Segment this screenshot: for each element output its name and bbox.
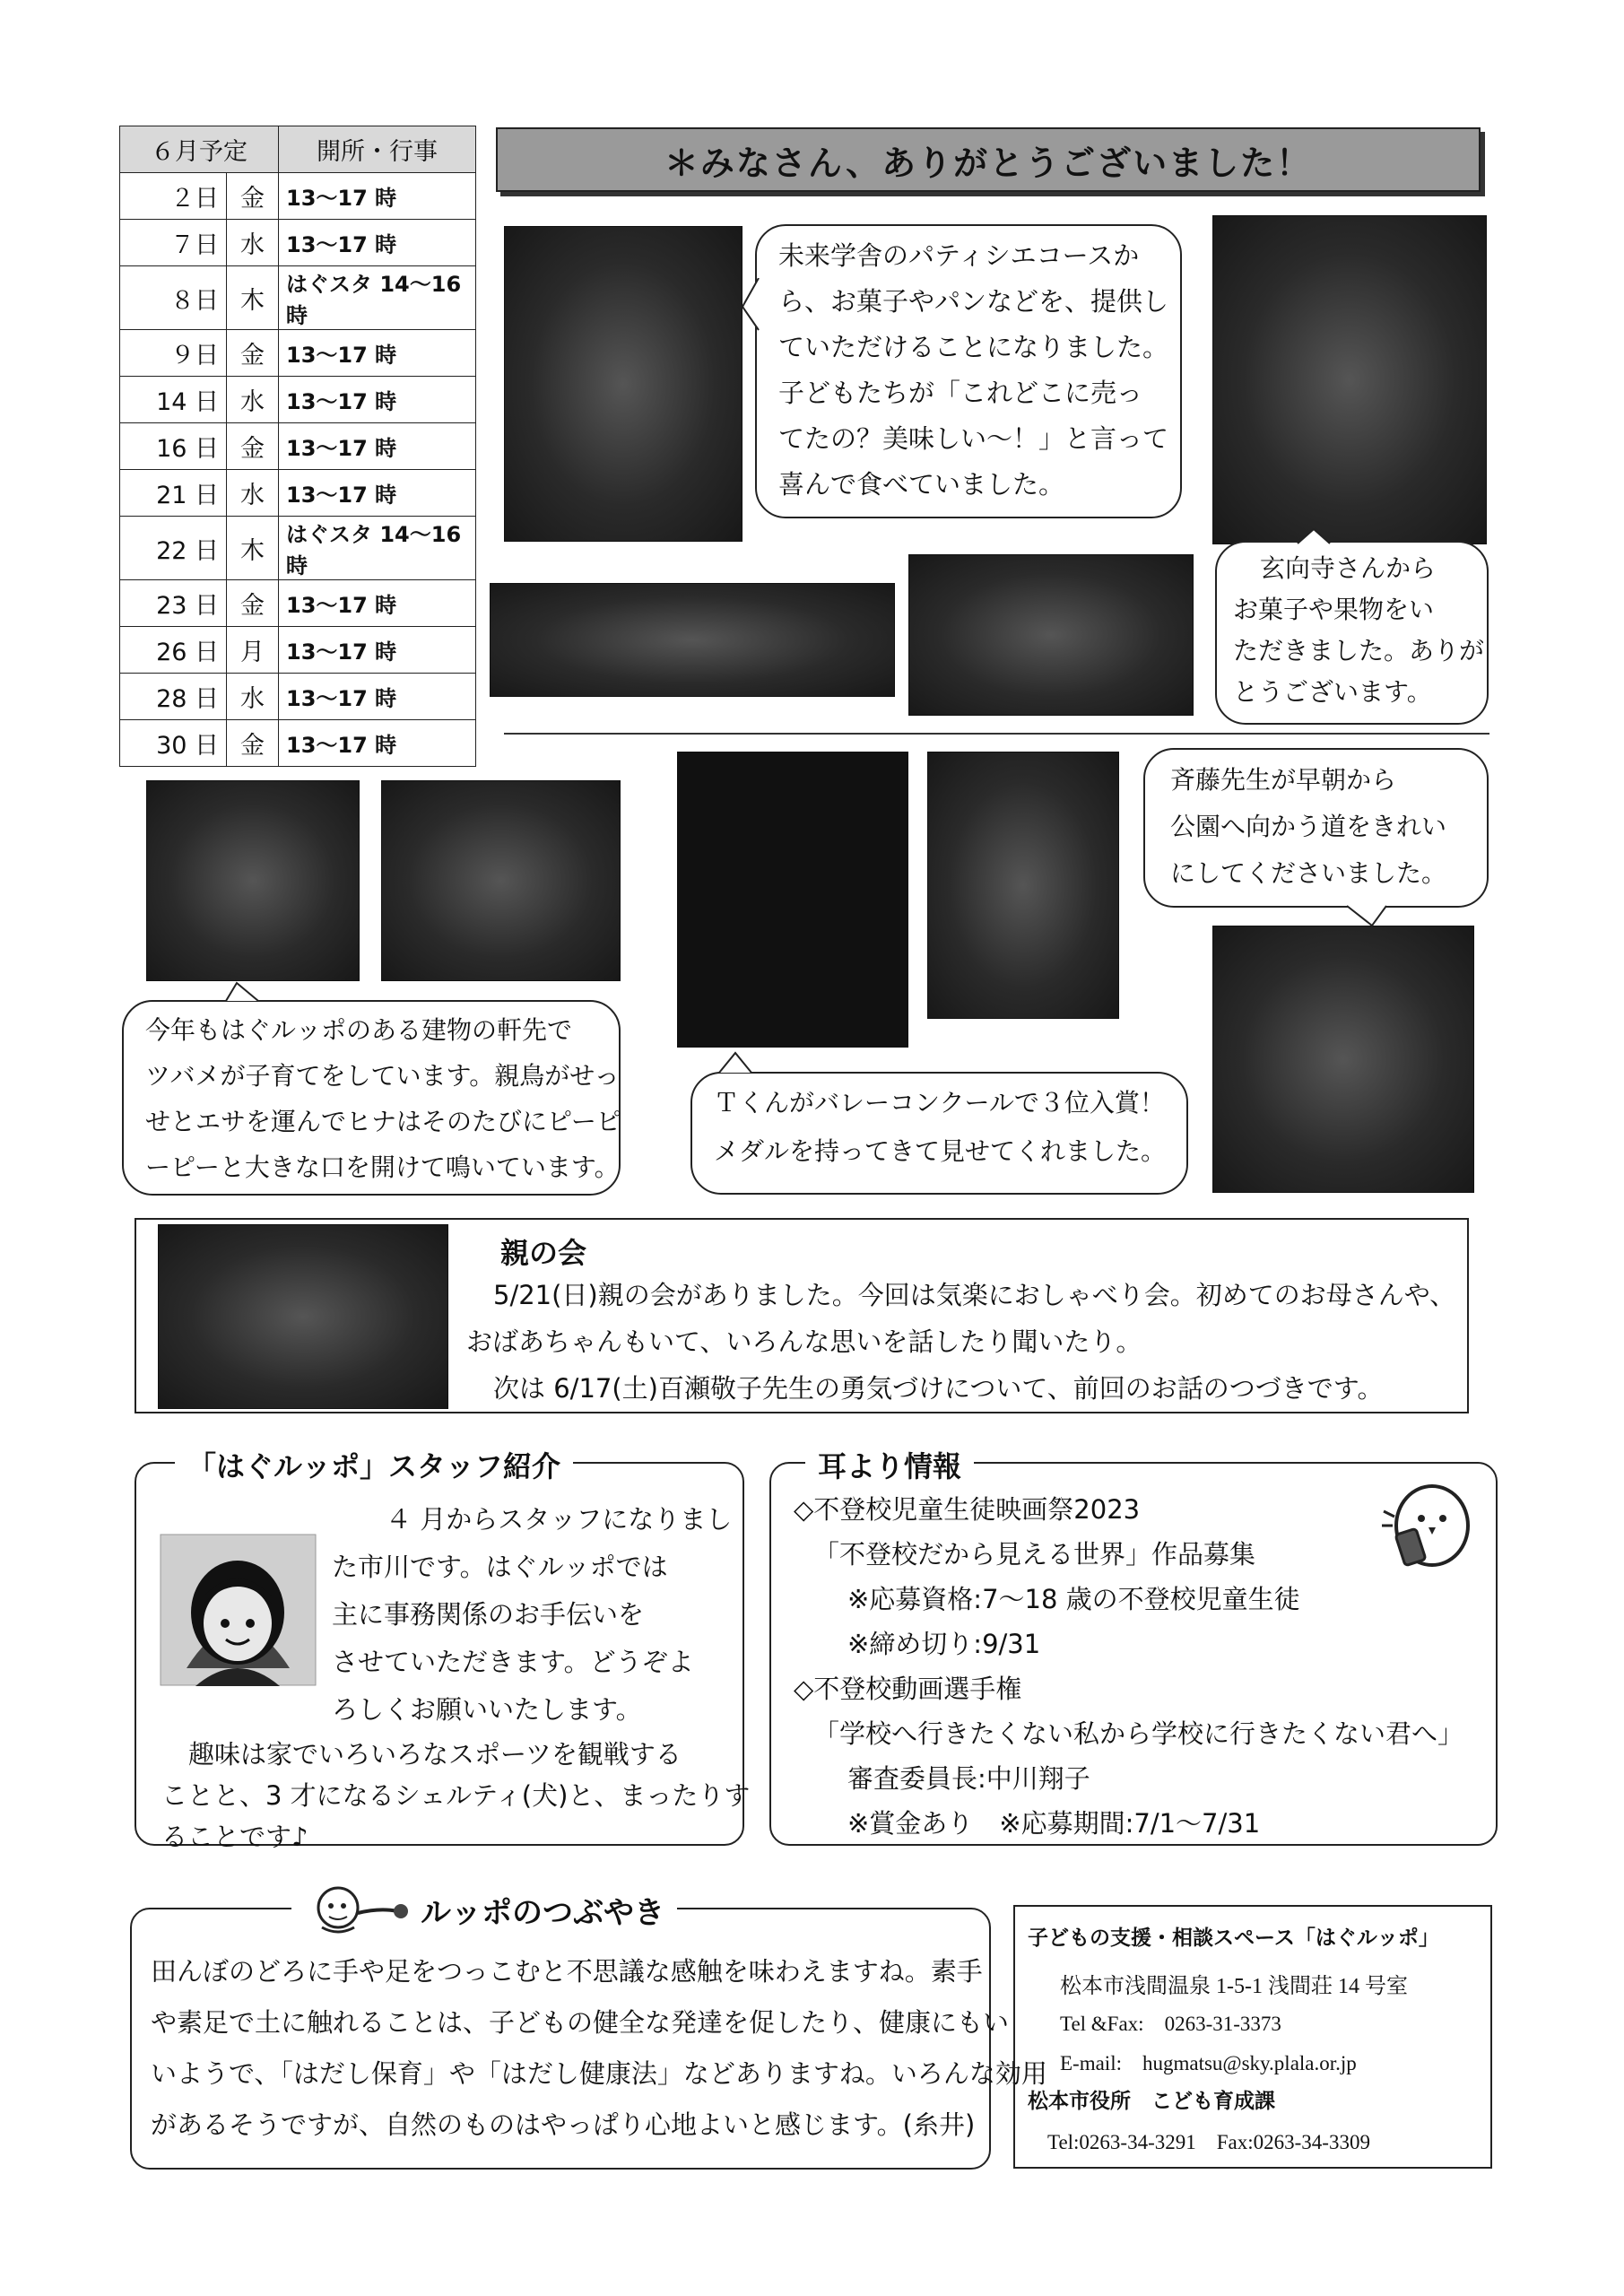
mirai-bubble-tail (741, 278, 764, 332)
schedule-day: 金 (227, 580, 279, 627)
schedule-event: 13～17 時 (279, 674, 476, 720)
mirai-line: てたの？美味しい～！」と言って (778, 423, 1169, 454)
oyanokai-text (466, 1272, 1455, 1412)
staff-line: ４ 月からスタッフになりまし (386, 1504, 733, 1535)
swallow-line: せとエサを運んでヒナはそのたびにピーピ (145, 1107, 621, 1136)
info-line: ※締め切り:9/31 (847, 1629, 1041, 1659)
thanks-banner: ＊みなさん、ありがとうございました！ (496, 127, 1481, 192)
photo-medal (927, 752, 1119, 1019)
info-line: ※応募資格:7～18 歳の不登校児童生徒 (847, 1584, 1300, 1614)
info-line: 「学校へ行きたくない私から学校に行きたくない君へ」 (813, 1718, 1464, 1749)
schedule-day: 木 (227, 266, 279, 330)
section-divider (504, 733, 1489, 735)
staff-avatar (160, 1534, 317, 1686)
staff-text (332, 1496, 732, 1734)
contact-box (1013, 1905, 1492, 2169)
mirai-bubble (755, 224, 1182, 518)
tsubuyaki-line: や素足で土に触れることは、子どもの健全な発達を促したり、健康にもい (151, 2007, 1010, 2038)
genkoji-bubble-tail (1296, 527, 1332, 545)
swallow-line: ーピーと大きな口を開けて鳴いています。 (145, 1152, 620, 1182)
info-line: ◇不登校動画選手権 (794, 1674, 1022, 1704)
oyanokai-line: 5/21(日)親の会がありました。今回は気楽におしゃべり会。初めてのお母さんや、 (493, 1280, 1456, 1310)
tsubuyaki-title: ルッポのつぶやき (421, 1894, 664, 1931)
schedule-day: 水 (227, 377, 279, 423)
schedule-date: 16 日 (120, 423, 227, 470)
tsubuyaki-text (151, 1946, 1047, 2151)
schedule-day: 金 (227, 720, 279, 767)
schedule-day: 金 (227, 330, 279, 377)
mirai-line: 未来学舎のパティシエコースか (778, 240, 1140, 271)
staff-line-full: 趣味は家でいろいろなスポーツを観戦する (188, 1739, 682, 1770)
ballet-bubble-tail (717, 1051, 753, 1074)
schedule-date: 30 日 (120, 720, 227, 767)
schedule-event: 13～17 時 (279, 470, 476, 517)
photo-buns (490, 583, 895, 697)
genkoji-line: 玄向寺さんから (1260, 553, 1437, 583)
info-text (794, 1487, 1463, 1846)
schedule-header-events: 開所・行事 (279, 126, 476, 173)
schedule-day: 木 (227, 517, 279, 580)
staff-line-full: ことと、3 才になるシェルティ(犬)と、まったりす (161, 1780, 751, 1811)
schedule-date: 14 日 (120, 377, 227, 423)
info-line: 「不登校だから見える世界」作品募集 (813, 1539, 1256, 1570)
swallow-text (145, 1007, 621, 1190)
schedule-header-month: ６月予定 (120, 126, 279, 173)
schedule-event: 13～17 時 (279, 627, 476, 674)
schedule-event: 13～17 時 (279, 173, 476, 220)
monkey-icon (304, 1881, 412, 1938)
schedule-event: はぐスタ 14～16 時 (279, 266, 476, 330)
tsubuyaki-line: があるそうですが、自然のものはやっぱり心地よいと感じます。(糸井) (151, 2109, 976, 2140)
schedule-event: 13～17 時 (279, 423, 476, 470)
oyanokai-line: 次は 6/17(土)百瀬敬子先生の勇気づけについて、前回のお話のつづきです。 (493, 1373, 1384, 1404)
schedule-row (120, 580, 476, 627)
mirai-line: ら、お菓子やパンなどを、提供し (778, 286, 1169, 317)
staff-line: ろしくお願いいたします。 (332, 1694, 642, 1725)
schedule-event: 13～17 時 (279, 330, 476, 377)
mirai-line: ていただけることになりました。 (778, 332, 1169, 362)
staff-line: た市川です。はぐルッポでは (332, 1552, 668, 1582)
ballet-line: Ｔくんがバレーコンクールで３位入賞！ (714, 1088, 1165, 1118)
schedule-day: 水 (227, 470, 279, 517)
schedule-row (120, 720, 476, 767)
contact-address: 松本市浅間温泉 1-5-1 浅間荘 14 号室 (1060, 1975, 1408, 1998)
saito-bubble (1143, 748, 1489, 908)
schedule-day: 月 (227, 627, 279, 674)
schedule-day: 金 (227, 173, 279, 220)
schedule-event: はぐスタ 14～16 時 (279, 517, 476, 580)
genkoji-text (1233, 548, 1485, 713)
schedule-date: ９日 (120, 330, 227, 377)
schedule-date: 28 日 (120, 674, 227, 720)
contact-tel: Tel &Fax: 0263-31-3373 (1060, 2013, 1281, 2035)
schedule-row (120, 330, 476, 377)
schedule-row (120, 377, 476, 423)
ballet-bubble (690, 1072, 1188, 1195)
contact-org: 子どもの支援・相談スペース「はぐルッポ」 (1028, 1926, 1439, 1950)
schedule-event: 13～17 時 (279, 580, 476, 627)
info-title: 耳より情報 (805, 1444, 974, 1485)
schedule-day: 水 (227, 220, 279, 266)
schedule-date: ８日 (120, 266, 227, 330)
swallow-bubble-tail (224, 981, 260, 1003)
tsubuyaki-line: 田んぼのどろに手や足をつっこむと不思議な感触を味わえますね。素手 (151, 1956, 983, 1987)
schedule-date: ２日 (120, 173, 227, 220)
ballet-line: メダルを持ってきて見せてくれました。 (714, 1136, 1167, 1166)
schedule-date: ７日 (120, 220, 227, 266)
staff-line: させていただきます。どうぞよ (332, 1647, 694, 1677)
genkoji-line: とうございます。 (1233, 677, 1432, 707)
saito-line: 公園へ向かう道をきれい (1170, 812, 1447, 841)
schedule-date: 22 日 (120, 517, 227, 580)
contact-city-tel: Tel:0263-34-3291 Fax:0263-34-3309 (1047, 2131, 1370, 2153)
genkoji-line: ただきました。ありが (1233, 636, 1485, 665)
swallow-bubble (122, 1000, 621, 1196)
staff-text-full (161, 1734, 750, 1857)
saito-bubble-tail (1345, 904, 1390, 927)
info-line: ◇不登校児童生徒映画祭2023 (794, 1494, 1141, 1525)
schedule-event: 13～17 時 (279, 220, 476, 266)
schedule-row (120, 517, 476, 580)
schedule-date: 21 日 (120, 470, 227, 517)
schedule-row (120, 266, 476, 330)
schedule-row (120, 423, 476, 470)
saito-line: にしてくださいました。 (1170, 858, 1447, 888)
tsubuyaki-header (291, 1881, 677, 1938)
tsubuyaki-line: いようで、「はだし保育」や「はだし健康法」などありますね。いろんな効用 (151, 2058, 1047, 2089)
photo-bread (908, 554, 1194, 716)
ballet-text (714, 1079, 1165, 1176)
photo-swallow-1 (146, 780, 360, 981)
staff-title: 「はぐルッポ」スタッフ紹介 (175, 1444, 573, 1485)
oyanokai-title: 親の会 (500, 1236, 587, 1270)
schedule-table (119, 126, 476, 767)
schedule-day: 金 (227, 423, 279, 470)
swallow-line: 今年もはぐルッポのある建物の軒先で (145, 1015, 573, 1045)
schedule-row (120, 627, 476, 674)
saito-text (1170, 757, 1462, 897)
genkoji-bubble (1215, 541, 1489, 725)
schedule-row (120, 470, 476, 517)
contact-city: 松本市役所 こども育成課 (1028, 2090, 1275, 2113)
genkoji-line: お菓子や果物をい (1233, 595, 1435, 624)
saito-line: 斉藤先生が早朝から (1170, 765, 1397, 795)
mirai-text (778, 233, 1169, 508)
schedule-day: 水 (227, 674, 279, 720)
photo-saito (1212, 926, 1474, 1193)
info-line: ※賞金あり ※応募期間:7/1～7/31 (847, 1808, 1261, 1839)
schedule-row (120, 173, 476, 220)
staff-line: 主に事務関係のお手伝いを (332, 1599, 645, 1630)
schedule-event: 13～17 時 (279, 720, 476, 767)
swallow-line: ツバメが子育てをしています。親鳥がせっ (145, 1061, 620, 1091)
mirai-line: 子どもたちが「これどこに売っ (778, 378, 1143, 408)
schedule-event: 13～17 時 (279, 377, 476, 423)
photo-oyanokai (158, 1224, 448, 1409)
photo-swallow-2 (381, 780, 621, 981)
info-line: 審査委員長:中川翔子 (847, 1763, 1090, 1794)
schedule-row (120, 674, 476, 720)
photo-sweets-box (1212, 215, 1487, 544)
photo-patissier (504, 226, 743, 542)
schedule-date: 26 日 (120, 627, 227, 674)
contact-email: E-mail: hugmatsu@sky.plala.or.jp (1060, 2052, 1357, 2074)
oyanokai-line: おばあちゃんもいて、いろんな思いを話したり聞いたり。 (466, 1326, 1142, 1357)
schedule-date: 23 日 (120, 580, 227, 627)
mirai-line: 喜んで食べていました。 (778, 469, 1065, 500)
staff-line-full: ることです♪ (161, 1822, 308, 1852)
photo-ballet (677, 752, 908, 1048)
schedule-row (120, 220, 476, 266)
